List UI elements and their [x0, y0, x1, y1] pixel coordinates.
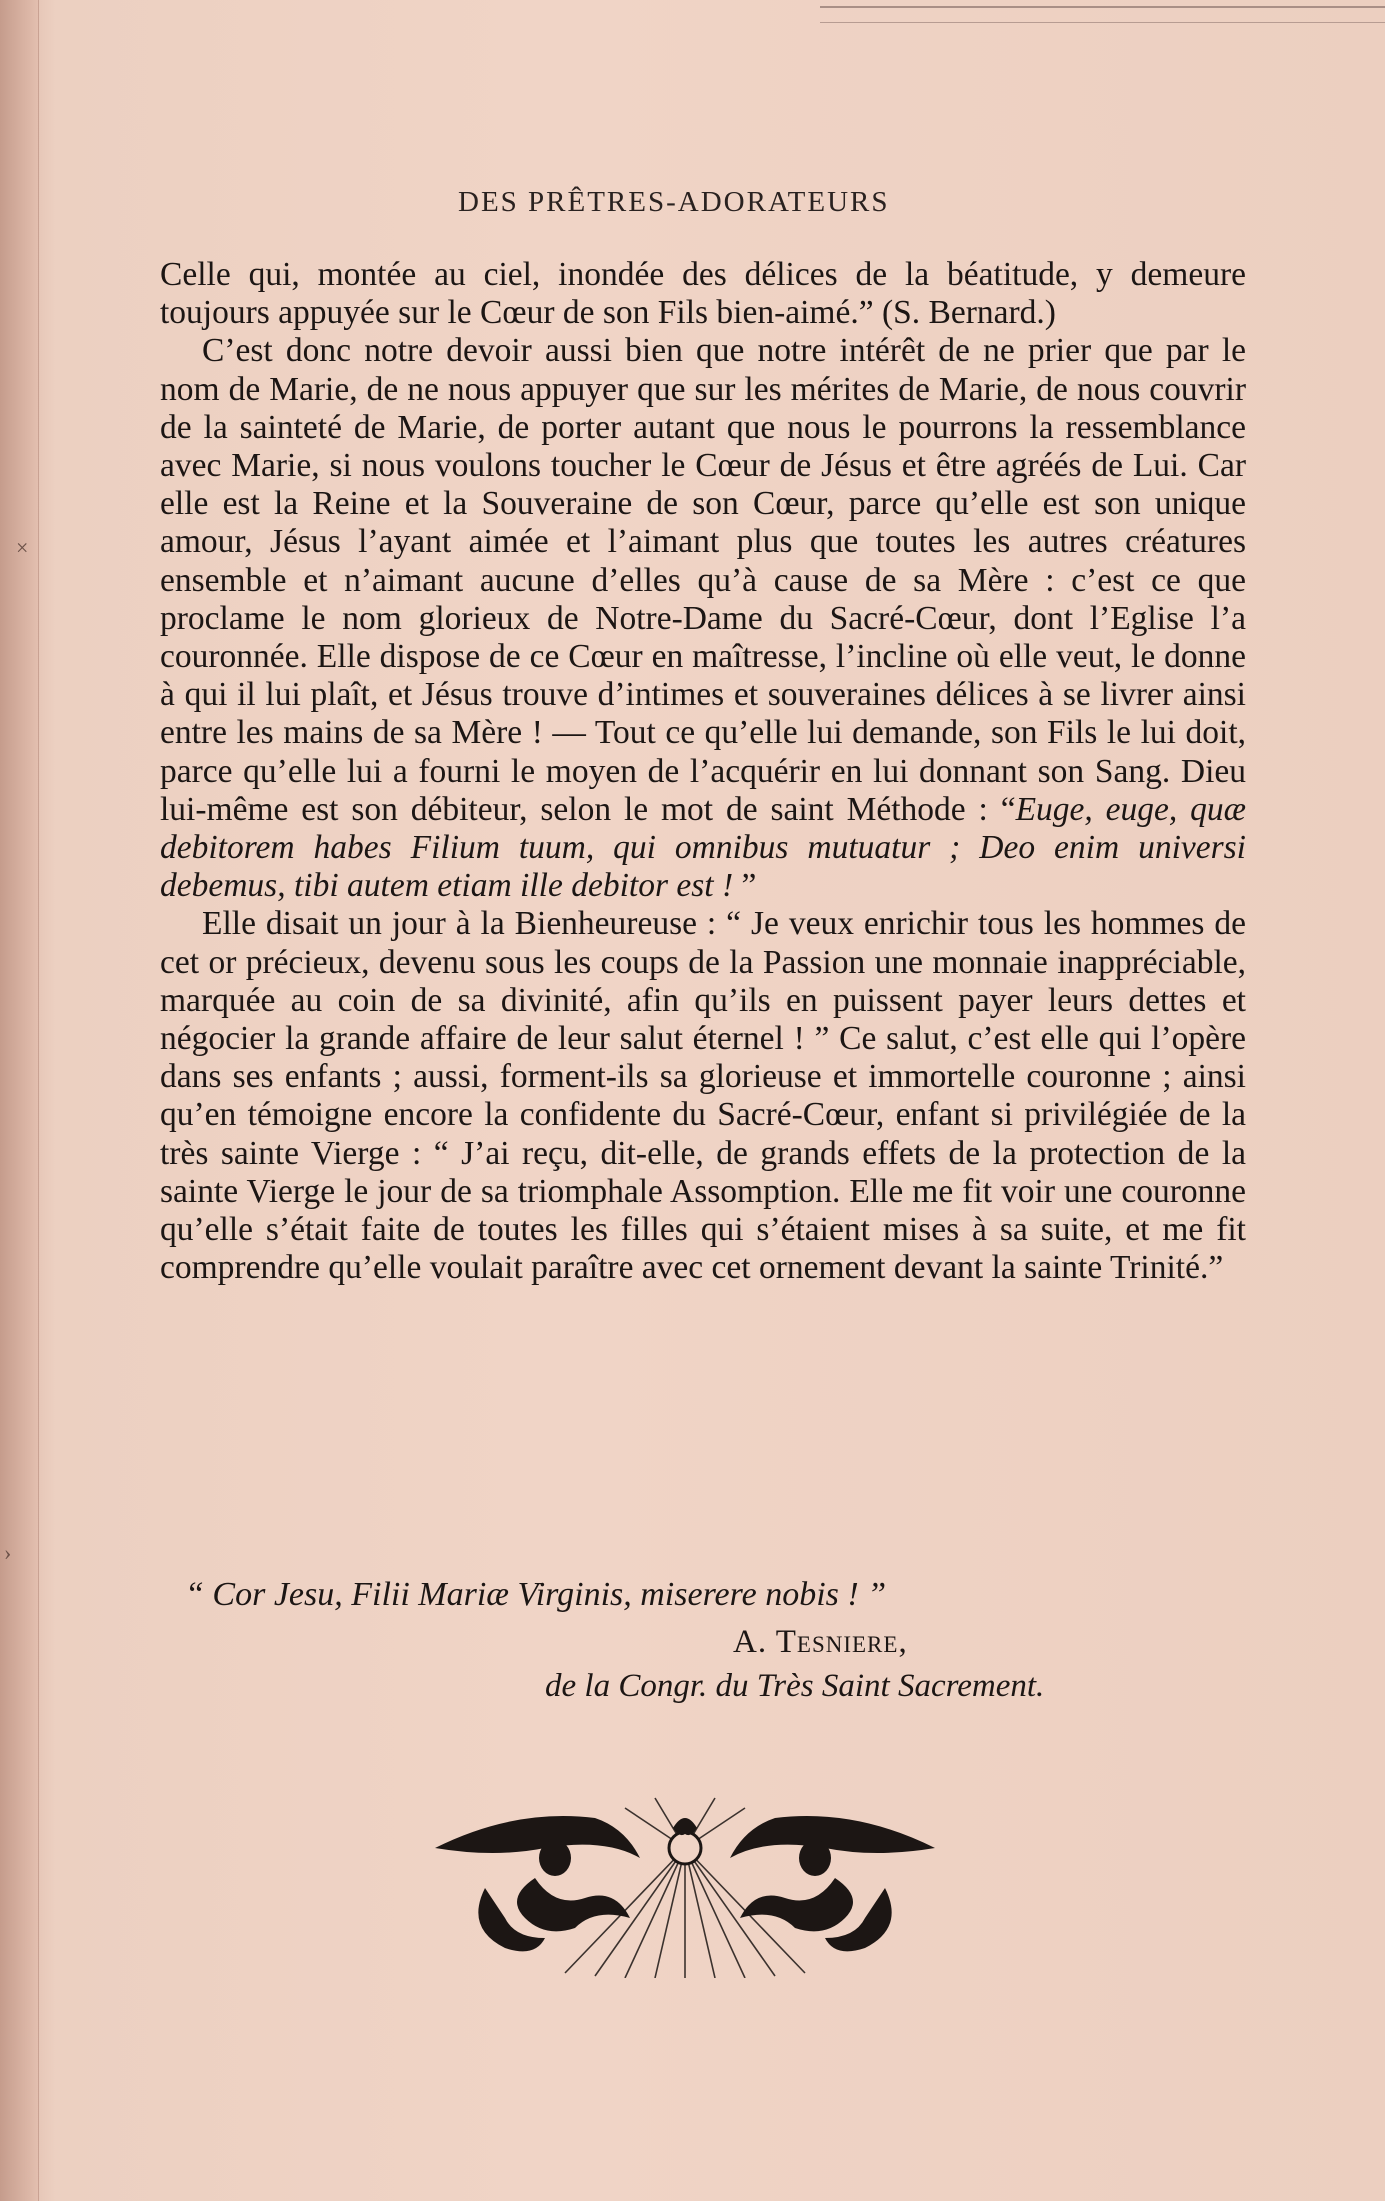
top-rule: [820, 6, 1385, 23]
angels-ornament-icon: [425, 1788, 945, 1978]
latin-quote: Euge, euge, quæ debitorem habes Filium tuum, qui omnibus mutuatur ; Deo enim universi debemus, tibi autem etiam ille debitor est !: [160, 790, 1246, 905]
page-binding-edge: [0, 0, 39, 2201]
paragraph-2-main: C’est donc notre devoir aussi bien que notre intérêt de ne prier que par le nom de Marie, de ne nous appuyer que sur les mérites de Marie, de nous couvrir de la sainteté de Marie, de porter autant que nous le pourrons la ressemblance avec Marie, si nous voulons toucher le Cœur de Jésus et être agréés de Lui. Car elle est la Reine et la Souveraine de son Cœur, parce qu’elle est son unique amour, Jésus l’ayant aimée et l’aimant plus que toutes les autres créatures ensemble et n’aimant aucune d’elles qu’à cause de sa Mère : c’est ce que proclame le nom glorieux de Notre-Dame du Sacré-Cœur, dont l’Eglise l’a couronnée. Elle dispose de ce Cœur en maîtresse, l’incline où elle veut, le donne à qui il lui plaît, et Jésus trouve d’intimes et souveraines délices à se livrer ainsi entre les mains de sa Mère ! — Tout ce qu’elle lui demande, son Fils le lui doit, parce qu’elle lui a fourni le moyen de l’acquérir en lui donnant son Sang. Dieu lui-même est son débiteur, selon le mot de saint Méthode : “: [160, 332, 1246, 828]
closing-prayer: “ Cor Jesu, Filii Mariæ Virginis, miserere nobis ! ”: [185, 1576, 887, 1613]
margin-mark: ×: [16, 535, 29, 560]
paragraph-2: [160, 332, 1246, 905]
margin-mark: ›: [4, 1540, 12, 1565]
paragraph-1: Celle qui, montée au ciel, inondée des délices de la béatitude, y demeure toujours appuyée sur le Cœur de son Fils bien-aimé.” (S. Bernard.): [160, 256, 1246, 332]
running-head: DES PRÊTRES-ADORATEURS: [458, 186, 890, 218]
paragraph-2-close: ”: [733, 867, 757, 905]
congregation-line: de la Congr. du Très Saint Sacrement.: [545, 1668, 1045, 1704]
paragraph-3: Elle disait un jour à la Bienheureuse : “ Je veux enrichir tous les hommes de cet or précieux, devenu sous les coups de la Passion une monnaie inappréciable, marquée au coin de sa divinité, afin qu’ils en puissent payer leurs dettes et négocier la grande affaire de leur salut éternel ! ” Ce salut, c’est elle qui l’opère dans ses enfants ; aussi, forment-ils sa glorieuse et immortelle couronne ; ainsi qu’en témoigne encore la confidente du Sacré-Cœur, enfant si privilégiée de la très sainte Vierge : “ J’ai reçu, dit-elle, de grands effets de la protection de la sainte Vierge le jour de sa triomphale Assomption. Elle me fit voir une couronne qu’elle s’était faite de toutes les filles qui s’étaient mises à sa suite, et me fit comprendre qu’elle voulait paraître avec cet ornement devant la sainte Trinité.”: [160, 905, 1246, 1287]
signature: A. Tesniere,: [733, 1624, 908, 1660]
body-text: [160, 256, 1246, 1287]
